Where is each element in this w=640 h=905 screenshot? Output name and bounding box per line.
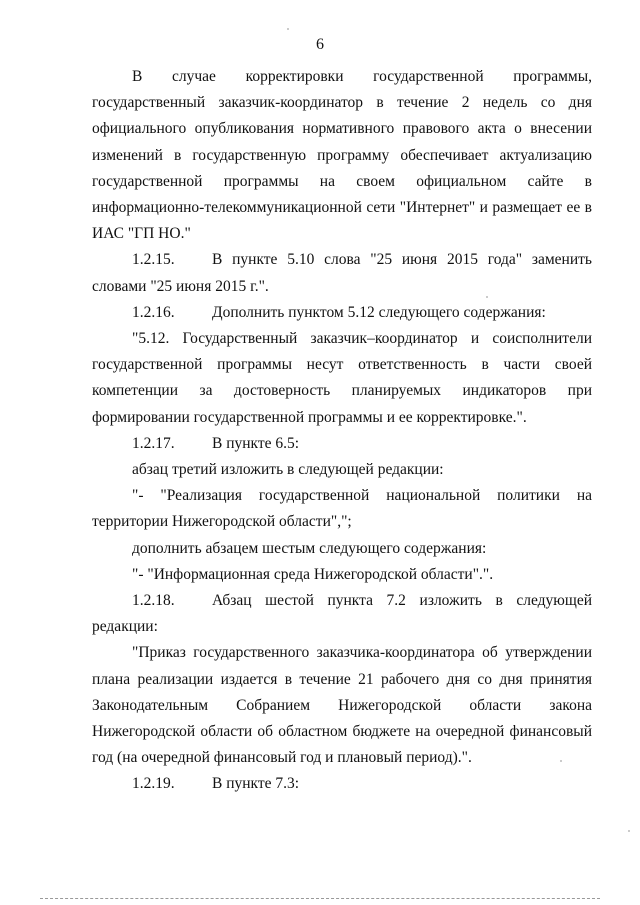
item-1-2-15 <box>92 247 592 273</box>
paragraph-line: информационно-телекоммуникационной сети "Интернет" и размещает ее в <box>92 199 592 217</box>
paragraph-line: "5.12. Государственный заказчик–координатор и соисполнители <box>132 330 592 348</box>
paragraph-line: плана реализации издается в течение 21 рабочего дня со дня принятия <box>92 670 592 688</box>
paragraph-line: дополнить абзацем шестым следующего содержания: <box>132 539 487 557</box>
paragraph-line: "- "Реализация государственной национальной политики на <box>132 487 592 505</box>
paragraph-line: ИАС "ГП НО." <box>92 225 191 243</box>
paragraph-line: "- "Информационная среда Нижегородской области".". <box>132 565 494 583</box>
scan-edge-line <box>40 898 600 899</box>
paragraph-line: Нижегородской области об областном бюджете на очередной финансовый <box>92 723 592 741</box>
paragraph-line: официального опубликования нормативного правового акта о внесении <box>92 120 592 138</box>
paragraph-line: "Приказ государственного заказчика-координатора об утверждении <box>132 644 592 662</box>
item-1-2-19 <box>92 771 592 797</box>
item-text: В пункте 6.5: <box>212 434 300 452</box>
paragraph-line: государственной программы на своем официальном сайте в <box>92 172 592 190</box>
item-number: 1.2.18. <box>132 592 175 610</box>
item-text: Абзац шестой пункта 7.2 изложить в следующей <box>212 592 592 610</box>
item-number: 1.2.19. <box>132 775 175 793</box>
page-number: 6 <box>316 36 324 53</box>
paragraph-line: В случае корректировки государственной программы, <box>132 68 592 85</box>
paragraph-line: государственной программы несут ответственность в части своей <box>92 356 592 374</box>
scan-speck <box>287 28 289 30</box>
scan-speck <box>560 760 562 762</box>
document-body <box>92 64 592 798</box>
paragraph-line: компетенции за достоверность планируемых индикаторов при <box>92 382 592 400</box>
item-1-2-18 <box>92 588 592 614</box>
item-number: 1.2.16. <box>132 303 175 321</box>
paragraph-line: Законодательным Собранием Нижегородской области закона <box>92 696 592 714</box>
item-1-2-16 <box>92 300 592 326</box>
paragraph-line: формировании государственной программы и ее корректировке.". <box>92 408 527 426</box>
paragraph-line: год (на очередной финансовый год и плановый период).". <box>92 749 472 767</box>
item-number: 1.2.15. <box>132 251 175 269</box>
item-text: В пункте 5.10 слова "25 июня 2015 года" заменить <box>212 251 592 269</box>
paragraph-line: изменений в государственную программу обеспечивает актуализацию <box>92 146 592 164</box>
paragraph-line: государственный заказчик-координатор в течение 2 недель со дня <box>92 94 592 112</box>
item-number: 1.2.17. <box>132 434 175 452</box>
paragraph-line: абзац третий изложить в следующей редакции: <box>132 461 444 479</box>
paragraph-line: редакции: <box>92 618 158 636</box>
item-1-2-17 <box>92 431 592 457</box>
scan-speck <box>486 296 488 298</box>
item-text: В пункте 7.3: <box>212 775 300 793</box>
scan-speck <box>628 830 630 832</box>
item-text: Дополнить пунктом 5.12 следующего содержания: <box>212 303 546 321</box>
paragraph-line: словами "25 июня 2015 г.". <box>92 277 269 295</box>
paragraph-line: территории Нижегородской области","; <box>92 513 352 531</box>
